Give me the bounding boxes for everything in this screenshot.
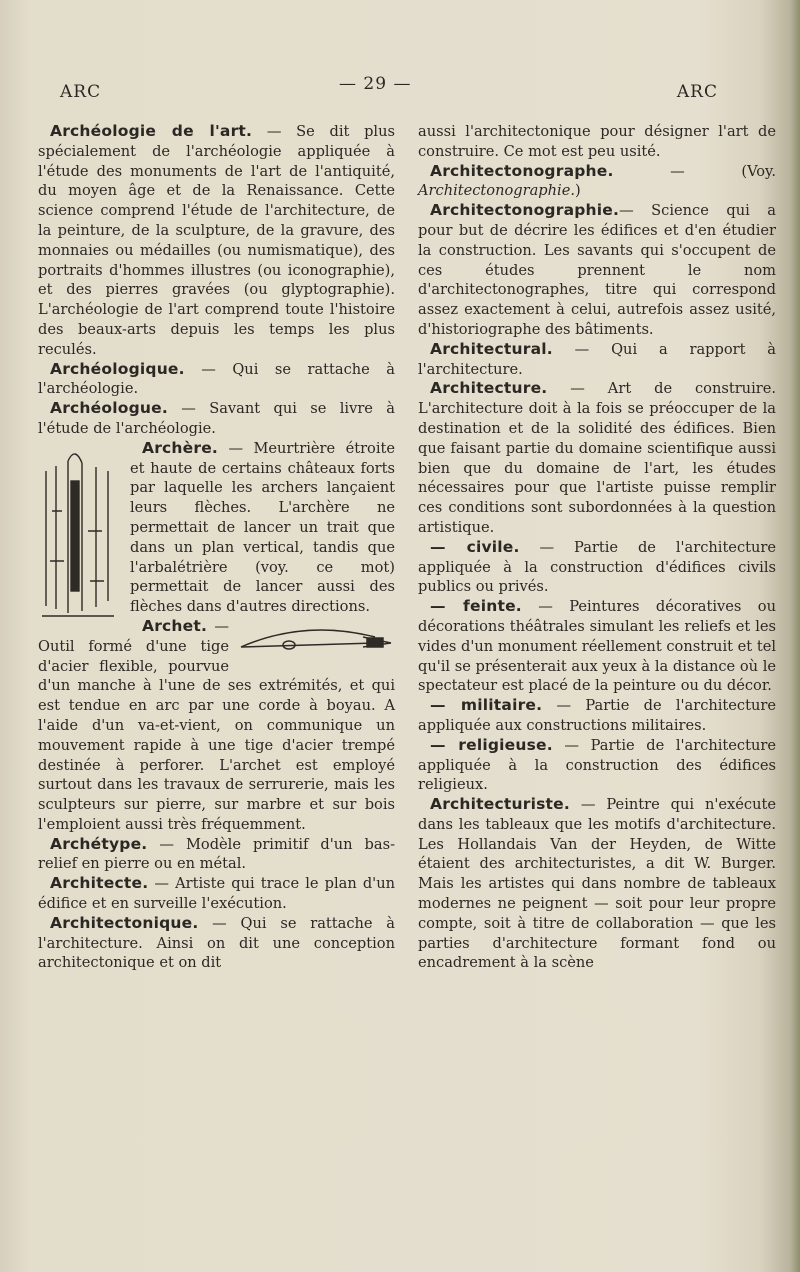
- archet-illustration: [235, 623, 395, 659]
- page-number: — 29 —: [339, 74, 412, 94]
- header-right: ARC: [676, 82, 718, 102]
- headword: Architectonographie.: [430, 201, 620, 220]
- entry-archere: [38, 439, 395, 617]
- entry-archeologue: [38, 399, 395, 439]
- definition-tail: ): [574, 182, 581, 200]
- entry-architecte: [38, 874, 395, 914]
- headword: Architectural.: [430, 339, 553, 358]
- entry-archetype: [38, 835, 395, 875]
- headword: Architectonique.: [50, 913, 199, 932]
- entry-architectural: [418, 340, 776, 380]
- definition: — Partie de l'architecture appliquée à la construction d'édifices civils publics ou privés.: [418, 538, 776, 596]
- definition: — Modèle primitif d'un bas-relief en pierre ou en métal.: [38, 835, 395, 873]
- entry-architecture-feinte: [418, 597, 776, 696]
- entry-architectonographie: [418, 201, 776, 340]
- headword: — feinte.: [430, 597, 522, 616]
- headword: Archère.: [142, 438, 219, 457]
- definition: — Qui a rapport à l'architecture.: [418, 340, 776, 378]
- definition: — Qui se rattache à l'archéologie.: [38, 360, 395, 398]
- headword: Archétype.: [50, 834, 148, 853]
- definition: — Se dit plus spécialement de l'archéologie appliquée à l'étude des monuments de l'art de l'antiquité, du moyen âge et de la Renaissance. Cette science comprend l'étude de l'architecture, de la peinture, de la sculpture, de la gravure, des monnaies ou médailles (ou numismatique), des portraits d'hommes illustres (ou iconographie), et des pierres gravées (ou glyptographie). L'archéologie de l'art comprend toute l'histoire des beaux-arts depuis les temps les plus reculés.: [38, 123, 395, 358]
- definition: — (Voy.: [613, 162, 776, 180]
- cross-reference: Architectonographie.: [418, 182, 575, 200]
- headword: — religieuse.: [430, 735, 553, 754]
- headword: Architecture.: [430, 379, 548, 398]
- headword: Archet.: [142, 616, 208, 635]
- entry-architectonique: [38, 914, 395, 973]
- entry-archeologique: [38, 360, 395, 400]
- headword: Archéologie de l'art.: [50, 122, 253, 140]
- entry-archeologie-de-l-art: [38, 122, 395, 360]
- running-header: [60, 74, 718, 106]
- definition: — Peintures décoratives ou décorations théâtrales simulant les reliefs et les vides d'un monument réellement construit et tel qu'il se présenterait aux yeux à la distance où le spectateur est placé de la peinture ou du décor.: [418, 598, 776, 695]
- definition: — Peintre qui n'exécute dans les tableaux que les motifs d'architecture. Les Hollandais Van der Heyden, de Witte étaient des architecturistes, a dit W. Burger. Mais les artistes qui dans nombre de tableaux modernes ne peignent — soit pour leur propre compte, soit à titre de collaboration — que les parties d'architecture formant fond ou encadrement à la scène: [418, 796, 776, 972]
- entry-architecture-civile: [418, 538, 776, 597]
- headword: — civile.: [430, 537, 520, 556]
- definition: — Partie de l'architecture appliquée aux constructions militaires.: [418, 697, 776, 734]
- definition: — Meurtrière étroite et haute de certains châteaux forts par laquelle les archers lançaient leurs flèches. L'archère ne permettait de lancer un trait que dans un plan vertical, tandis que l'arbalétrière (voy. ce mot) permettait de lancer aussi des flèches dans d'autres directions.: [130, 439, 395, 616]
- entry-archet: [38, 617, 395, 835]
- definition: — Qui se rattache à l'architecture. Ainsi on dit une conception architectonique et on dit: [38, 914, 395, 972]
- definition: — Science qui a pour but de décrire les édifices et d'en étudier la construction. Les savants qui s'occupent de ces études prennent le nom d'architectonographes, titre qui correspond assez exactement à celui, autrefois assez usité, d'historiographe des bâtiments.: [418, 202, 776, 338]
- definition: — Partie de l'architecture appliquée à la construction des édifices religieux.: [418, 736, 776, 794]
- headword: Architectonographe.: [430, 161, 614, 180]
- entry-architecture-religieuse: [418, 736, 776, 795]
- definition: — Artiste qui trace le plan d'un édifice et en surveille l'exécution.: [38, 875, 395, 913]
- entry-architecture-militaire: [418, 696, 776, 736]
- headword: Architecte.: [50, 874, 149, 893]
- entry-architecturiste: [418, 795, 776, 973]
- definition: — Art de construire. L'architecture doit à la fois se préoccuper de la destination et de la solidité des édifices. Bien que faisant partie du domaine scientifique aussi bien que du domaine de l'art, les études nécessaires pour que l'artiste puisse remplir ces conditions sont subordonnées à la question artistique.: [418, 380, 776, 536]
- definition: — Savant qui se livre à l'étude de l'archéologie.: [38, 400, 395, 437]
- archere-illustration: [38, 441, 120, 621]
- continuation-text: aussi l'architectonique pour désigner l'art de construire. Ce mot est peu usité.: [418, 123, 776, 160]
- definition: — Outil formé d'une tige d'acier flexible, pourvue d'un manche à l'une de ses extrémités, et qui est tendue en arc par une corde à boyau. A l'aide d'un va-et-vient, on communique un mouvement rapide à une tige d'acier trempé destinée à perforer. L'archet est employé surtout dans les travaux de serrurerie, mais les sculpteurs sur pierre, sur marbre et sur bois l'emploient aussi très fréquemment.: [38, 617, 395, 833]
- header-left: ARC: [60, 82, 102, 102]
- entry-architectonographe: [418, 162, 776, 202]
- headword: Archéologique.: [50, 359, 185, 378]
- headword: Archéologue.: [50, 399, 168, 418]
- headword: — militaire.: [430, 696, 543, 715]
- entry-architecture: [418, 379, 776, 537]
- headword: Architecturiste.: [430, 795, 570, 814]
- right-column: [418, 122, 776, 973]
- left-column: [38, 122, 395, 973]
